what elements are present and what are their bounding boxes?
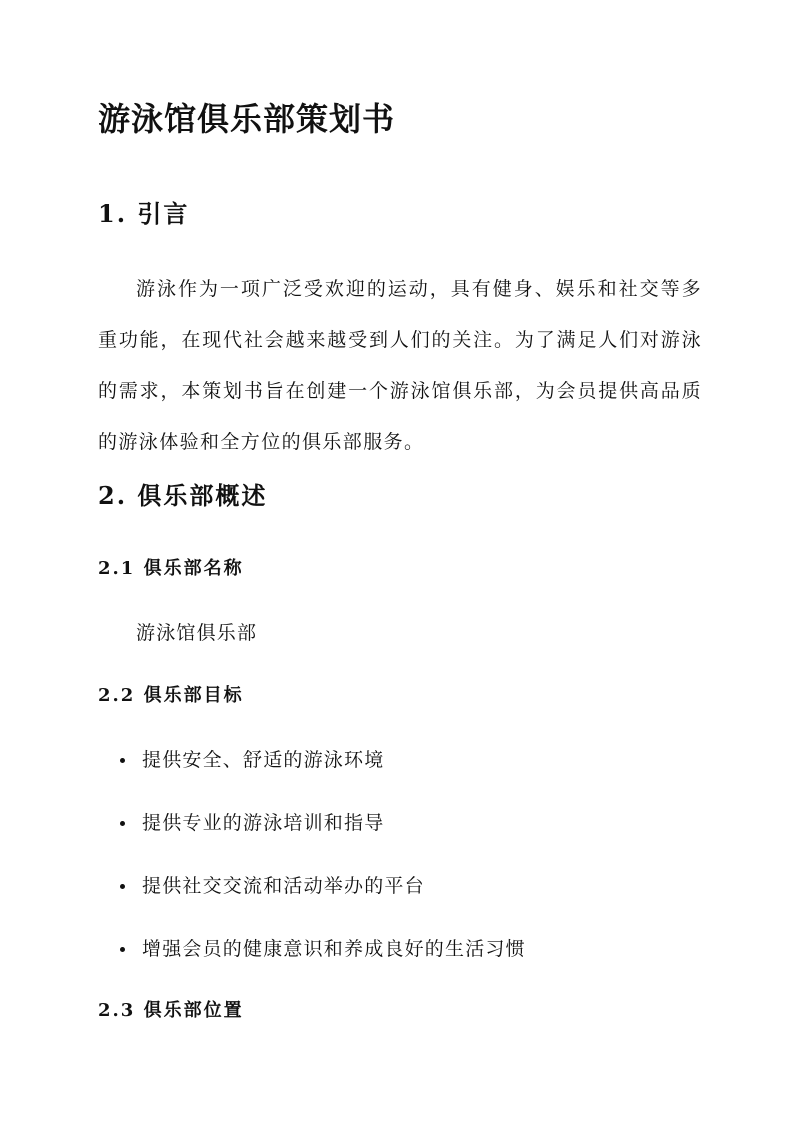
list-item xyxy=(118,933,526,996)
list-item-text: 增强会员的健康意识和养成良好的生活习惯 xyxy=(142,938,526,960)
club-goals-list xyxy=(118,744,526,996)
club-name-text: 游泳馆俱乐部 xyxy=(136,622,258,644)
list-item xyxy=(118,807,526,870)
section-heading-club-overview: 2. 俱乐部概述 xyxy=(98,481,268,510)
list-item-text: 提供社交交流和活动举办的平台 xyxy=(142,875,425,897)
bullet-icon xyxy=(120,884,125,889)
section-heading-introduction: 1. 引言 xyxy=(98,199,190,228)
list-item xyxy=(118,870,526,933)
bullet-icon xyxy=(120,821,125,826)
introduction-paragraph: 游泳作为一项广泛受欢迎的运动，具有健身、娱乐和社交等多重功能，在现代社会越来越受到人们的关注。为了满足人们对游泳的需求，本策划书旨在创建一个游泳馆俱乐部，为会员提供高品质的游泳体验和全方位的俱乐部服务。 xyxy=(98,278,702,453)
list-item-text: 提供安全、舒适的游泳环境 xyxy=(142,749,385,771)
list-item-text: 提供专业的游泳培训和指导 xyxy=(142,812,385,834)
subsection-heading-club-name: 2.1 俱乐部名称 xyxy=(98,558,244,579)
subsection-heading-club-location: 2.3 俱乐部位置 xyxy=(98,1000,244,1021)
subsection-heading-club-goals: 2.2 俱乐部目标 xyxy=(98,685,244,706)
list-item xyxy=(118,744,526,807)
bullet-icon xyxy=(120,758,125,763)
document-title: 游泳馆俱乐部策划书 xyxy=(98,100,396,138)
bullet-icon xyxy=(120,947,125,952)
